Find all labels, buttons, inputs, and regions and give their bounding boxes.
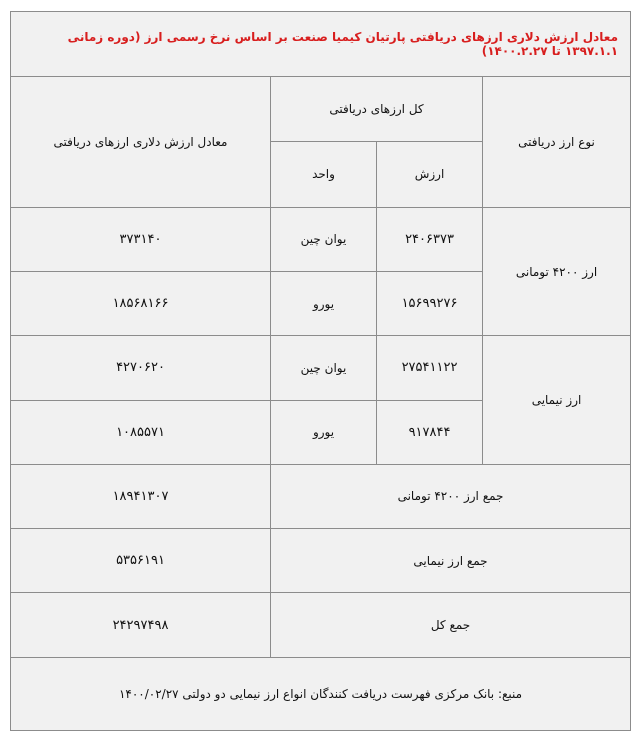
unit-cell: یوان چین — [271, 336, 377, 400]
value-cell: ۹۱۷۸۴۴ — [377, 400, 483, 464]
header-value: ارزش — [377, 141, 483, 207]
usd-cell: ۱۸۵۶۸۱۶۶ — [11, 272, 271, 336]
total-row — [11, 529, 631, 593]
currency-table — [10, 11, 631, 731]
table-title: معادل ارزش دلاری ارزهای دریافتی پارتیان کیمیا صنعت بر اساس نرخ رسمی ارز (دوره زمانی ۱۳۹۷.۱.۱ تا ۱۴۰۰.۲.۲۷) — [11, 12, 631, 77]
total-usd: ۱۸۹۴۱۳۰۷ — [11, 464, 271, 528]
total-label: جمع کل — [271, 593, 631, 657]
value-cell: ۲۷۵۴۱۱۲۲ — [377, 336, 483, 400]
unit-cell: یوان چین — [271, 207, 377, 271]
unit-cell: یورو — [271, 400, 377, 464]
total-label: جمع ارز ۴۲۰۰ تومانی — [271, 464, 631, 528]
value-cell: ۲۴۰۶۳۷۳ — [377, 207, 483, 271]
total-usd: ۵۳۵۶۱۹۱ — [11, 529, 271, 593]
header-total-received: کل ارزهای دریافتی — [271, 77, 483, 141]
total-row — [11, 593, 631, 657]
group-type-label: ارز ۴۲۰۰ تومانی — [483, 207, 631, 336]
header-usd-equivalent: معادل ارزش دلاری ارزهای دریافتی — [11, 77, 271, 208]
total-usd: ۲۴۲۹۷۴۹۸ — [11, 593, 271, 657]
usd-cell: ۱۰۸۵۵۷۱ — [11, 400, 271, 464]
unit-cell: یورو — [271, 272, 377, 336]
total-label: جمع ارز نیمایی — [271, 529, 631, 593]
usd-cell: ۴۲۷۰۶۲۰ — [11, 336, 271, 400]
source-note: منبع: بانک مرکزی فهرست دریافت کنندگان انواع ارز نیمایی دو دولتی ۱۴۰۰/۰۲/۲۷ — [11, 657, 631, 730]
group-type-label: ارز نیمایی — [483, 336, 631, 465]
usd-cell: ۳۷۳۱۴۰ — [11, 207, 271, 271]
total-row — [11, 464, 631, 528]
table-row — [11, 207, 631, 271]
header-unit: واحد — [271, 141, 377, 207]
table-row — [11, 336, 631, 400]
value-cell: ۱۵۶۹۹۲۷۶ — [377, 272, 483, 336]
header-currency-type: نوع ارز دریافتی — [483, 77, 631, 208]
